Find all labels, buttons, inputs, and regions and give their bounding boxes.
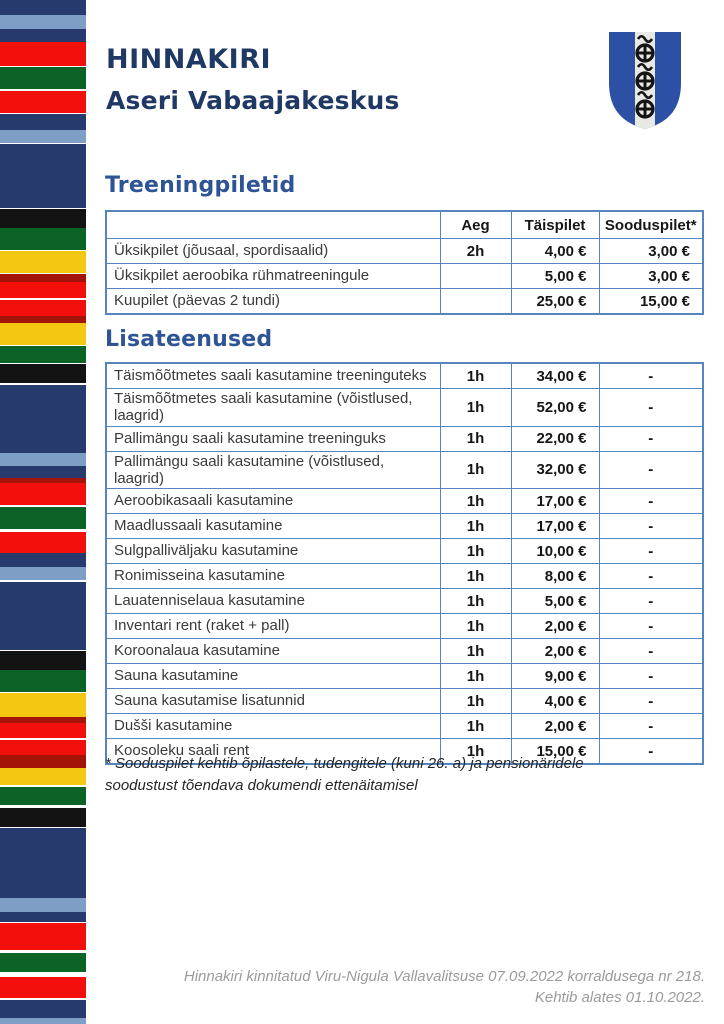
cell-duration: 1h [440,639,511,664]
cell-duration: 1h [440,714,511,739]
flag-stripe-yellow [0,693,86,717]
cell-discount-price: - [599,639,703,664]
footer-line-2: Kehtib alates 01.10.2022. [534,989,705,1006]
column-header-sooduspilet: Sooduspilet* [599,211,703,239]
cell-discount-price: - [599,389,703,427]
flag-stripe-navy [0,466,86,478]
flag-stripe-navy [0,912,86,922]
section-heading-lisateenused: Lisateenused [105,327,273,352]
cell-duration [440,289,511,315]
flag-stripe-red [0,923,86,950]
cell-full-price: 8,00 € [511,564,599,589]
cell-full-price: 5,00 € [511,264,599,289]
cell-duration: 1h [440,689,511,714]
cell-service-label: Lauatenniselaua kasutamine [106,589,440,614]
flag-stripe-green [0,507,86,529]
flag-stripe-steel [0,567,86,580]
flag-stripe-steel [0,130,86,143]
cell-discount-price: - [599,363,703,389]
aseri-coat-of-arms-icon [606,30,684,133]
cell-duration: 1h [440,426,511,451]
cell-service-label: Sauna kasutamise lisatunnid [106,689,440,714]
column-header-empty [106,211,440,239]
flag-stripe-navy [0,1000,86,1018]
cell-service-label: Pallimängu saali kasutamine treeninguks [106,426,440,451]
cell-discount-price: - [599,714,703,739]
cell-full-price: 9,00 € [511,664,599,689]
cell-discount-price: - [599,489,703,514]
table-row [106,714,703,739]
page-footer [105,966,705,1008]
flag-stripe-red [0,740,86,755]
cell-full-price: 34,00 € [511,363,599,389]
cell-duration: 1h [440,739,511,765]
flag-stripe-red [0,42,86,66]
flag-stripe-green [0,346,86,363]
flag-stripe-yellow [0,323,86,345]
cell-service-label: Koroonalaua kasutamine [106,639,440,664]
cell-discount-price: 15,00 € [599,289,703,315]
section-heading-treeningpiletid: Treeningpiletid [105,173,296,198]
cell-discount-price: - [599,539,703,564]
table-row [106,426,703,451]
cell-service-label: Üksikpilet (jõusaal, spordisaalid) [106,239,440,264]
column-header-aeg: Aeg [440,211,511,239]
flag-stripe-navy [0,828,86,898]
flag-stripe-yellow [0,768,86,785]
flag-stripe-navy [0,144,86,208]
cell-service-label: Dušši kasutamine [106,714,440,739]
cell-full-price: 4,00 € [511,239,599,264]
cell-discount-price: 3,00 € [599,264,703,289]
cell-discount-price: - [599,514,703,539]
content-area [105,0,705,1024]
flag-stripe-red [0,532,86,553]
cell-service-label: Sulgpalliväljaku kasutamine [106,539,440,564]
cell-full-price: 17,00 € [511,514,599,539]
cell-discount-price: - [599,589,703,614]
flag-stripe-steel [0,453,86,466]
flag-stripe-black [0,808,86,827]
cell-service-label: Inventari rent (raket + pall) [106,614,440,639]
discount-footnote: * Sooduspilet kehtib õpilastele, tudengitele (kuni 26. a) ja pensionäridele soodustust tõendava dokumendi ettenäitamisel [105,755,584,794]
flag-stripe-green [0,228,86,250]
flag-stripe-yellow [0,251,86,273]
cell-full-price: 52,00 € [511,389,599,427]
flag-stripe-darkred [0,755,86,768]
cell-discount-price: - [599,451,703,489]
cell-full-price: 25,00 € [511,289,599,315]
cell-service-label: Pallimängu saali kasutamine (võistlused, laagrid) [106,451,440,489]
table-row [106,539,703,564]
cell-duration [440,264,511,289]
cell-full-price: 2,00 € [511,714,599,739]
flag-stripe-red [0,977,86,998]
flag-stripe-steel [0,15,86,29]
table-row [106,363,703,389]
cell-full-price: 4,00 € [511,689,599,714]
cell-duration: 1h [440,664,511,689]
cell-service-label: Täismõõtmetes saali kasutamine treeninguteks [106,363,440,389]
cell-duration: 1h [440,614,511,639]
table-row [106,664,703,689]
cell-full-price: 2,00 € [511,639,599,664]
table-row [106,489,703,514]
flag-stripe-green [0,67,86,89]
flag-stripe-navy [0,553,86,567]
cell-duration: 2h [440,239,511,264]
treeningpiletid-table [105,210,704,315]
flag-stripe-black [0,364,86,383]
cell-full-price: 17,00 € [511,489,599,514]
cell-duration: 1h [440,564,511,589]
cell-service-label: Ronimisseina kasutamine [106,564,440,589]
cell-full-price: 2,00 € [511,614,599,639]
flag-stripe-sidebar [0,0,86,1024]
flag-stripe-green [0,670,86,692]
table-row [106,564,703,589]
cell-discount-price: - [599,664,703,689]
table-row [106,614,703,639]
flag-stripe-navy [0,0,86,15]
cell-duration: 1h [440,514,511,539]
cell-service-label: Kuupilet (päevas 2 tundi) [106,289,440,315]
table-row [106,239,703,264]
table-row [106,289,703,315]
flag-stripe-darkred [0,316,86,323]
column-header-tispilet: Täispilet [511,211,599,239]
cell-discount-price: - [599,426,703,451]
cell-discount-price: - [599,689,703,714]
flag-stripe-red [0,91,86,113]
cell-full-price: 10,00 € [511,539,599,564]
flag-stripe-green [0,787,86,805]
cell-duration: 1h [440,363,511,389]
cell-full-price: 15,00 € [511,739,599,765]
table-row [106,639,703,664]
page-title: HINNAKIRI [106,44,272,75]
flag-stripe-navy [0,29,86,42]
flag-stripe-steel [0,898,86,912]
table-row [106,451,703,489]
flag-stripe-red [0,282,86,298]
flag-stripe-steel [0,1018,86,1024]
flag-stripe-black [0,209,86,228]
table-row [106,264,703,289]
flag-stripe-navy [0,582,86,650]
table-row [106,689,703,714]
flag-stripe-black [0,651,86,670]
cell-duration: 1h [440,389,511,427]
cell-discount-price: 3,00 € [599,239,703,264]
cell-full-price: 22,00 € [511,426,599,451]
cell-full-price: 32,00 € [511,451,599,489]
page-subtitle: Aseri Vabaajakeskus [106,86,400,115]
flag-stripe-navy [0,114,86,130]
table-row [106,389,703,427]
cell-discount-price: - [599,739,703,765]
cell-service-label: Üksikpilet aeroobika rühmatreeningule [106,264,440,289]
table-row [106,589,703,614]
cell-service-label: Aeroobikasaali kasutamine [106,489,440,514]
cell-duration: 1h [440,589,511,614]
lisateenused-table [105,362,704,765]
cell-duration: 1h [440,489,511,514]
cell-service-label: Koosoleku saali rent [106,739,440,765]
flag-stripe-red [0,300,86,316]
table-header-row [106,211,703,239]
flag-stripe-red [0,483,86,505]
footer-line-1: Hinnakiri kinnitatud Viru-Nigula Vallavalitsuse 07.09.2022 korraldusega nr 218. [183,968,705,985]
cell-duration: 1h [440,539,511,564]
cell-service-label: Sauna kasutamine [106,664,440,689]
flag-stripe-navy [0,385,86,453]
flag-stripe-red [0,723,86,738]
cell-discount-price: - [599,564,703,589]
cell-duration: 1h [440,451,511,489]
cell-full-price: 5,00 € [511,589,599,614]
table-row [106,514,703,539]
cell-discount-price: - [599,614,703,639]
cell-service-label: Maadlussaali kasutamine [106,514,440,539]
flag-stripe-darkred [0,274,86,282]
flag-stripe-green [0,953,86,972]
cell-service-label: Täismõõtmetes saali kasutamine (võistlused, laagrid) [106,389,440,427]
